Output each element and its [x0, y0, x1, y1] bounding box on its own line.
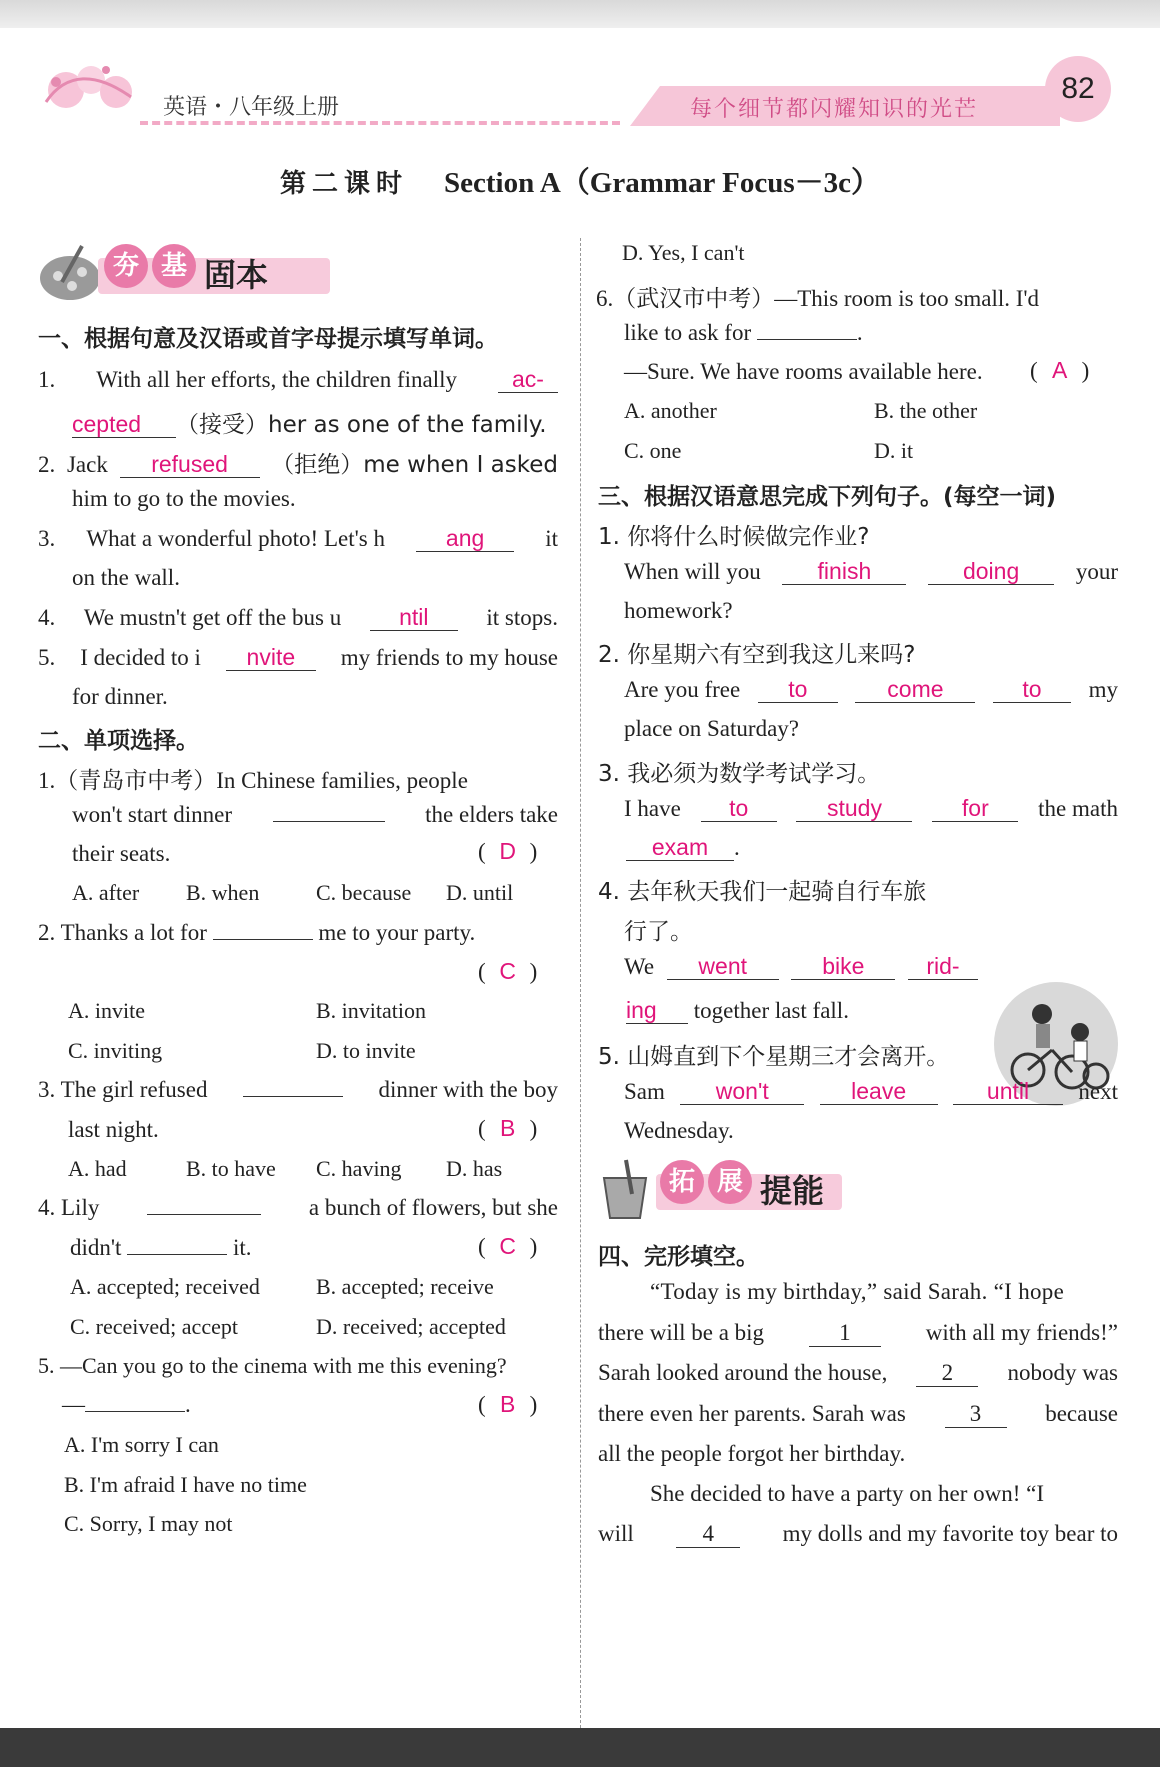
book-title: 英语・八年级上册 — [163, 95, 340, 120]
s1-q2-line2: him to go to the movies. — [72, 486, 296, 511]
option-c: C. inviting — [68, 1038, 163, 1063]
lesson-title — [0, 160, 1160, 201]
s2-q3-line2: last night. — [68, 1117, 159, 1142]
badge-char-2: 基 — [152, 244, 196, 288]
option-b: B. to have — [186, 1156, 276, 1181]
s2-q2-line1: 2. Thanks a lot for me to your party. — [38, 920, 476, 945]
answer-blank: rid- — [908, 953, 978, 980]
option-d: D. Yes, I can't — [622, 240, 745, 265]
badge-foundation — [38, 238, 298, 304]
answer-blank: ntil — [370, 604, 458, 631]
s3-q3-line1: I have to study for the math — [624, 795, 1118, 821]
s3-q1-line2: homework? — [624, 598, 733, 623]
s2-q1-line2: won't start dinner the elders take — [72, 802, 558, 827]
option-c: C. one — [624, 438, 682, 463]
s3-q4-zh2: 行了。 — [624, 919, 693, 945]
section4-heading: 四、完形填空。 — [598, 1244, 759, 1270]
answer-blank: to — [993, 676, 1071, 703]
page-number-circle — [1045, 56, 1111, 122]
s2-q6-line1: 6.（武汉市中考）—This room is too small. I'd — [596, 286, 1040, 311]
s2-q3-line1: 3. The girl refused dinner with the boy — [38, 1077, 558, 1102]
viewer-top-edge — [0, 0, 1160, 28]
s1-q1-line2: cepted （接受）her as one of the family. — [72, 411, 547, 438]
s3-q1-zh: 1. 你将什么时候做完作业? — [598, 524, 870, 550]
page-number: 82 — [1061, 72, 1095, 105]
answer-blank: leave — [820, 1078, 938, 1105]
answer-blank: finish — [782, 558, 906, 585]
badge-char-2: 展 — [708, 1160, 752, 1204]
s2-q4-line2: didn't it. — [70, 1235, 252, 1260]
cloze-blank: 1 — [809, 1320, 881, 1347]
answer-blank: for — [932, 795, 1018, 822]
answer-blank: bike — [791, 953, 895, 980]
s2-q1-line3: their seats. — [72, 841, 171, 866]
s3-q2-line1: Are you free to come to my — [624, 676, 1118, 702]
s2-q6-line2: like to ask for . — [624, 320, 863, 345]
section1-heading: 一、根据句意及汉语或首字母提示填写单词。 — [38, 326, 498, 352]
s2-q6-answer: ( A ) — [1030, 357, 1090, 383]
cloze-line: “Today is my birthday,” said Sarah. “I hope — [650, 1279, 1065, 1304]
answer-blank: ang — [416, 525, 514, 552]
paint-palette-icon — [38, 242, 104, 304]
s1-q4-line1: 4. We mustn't get off the bus u ntil it stops. — [38, 604, 558, 630]
s3-q4-line2: ing together last fall. — [626, 997, 849, 1023]
answer-blank: ac- — [498, 366, 558, 393]
answer-blank: ing — [626, 997, 688, 1024]
s1-q2-line1: 2. Jack refused （拒绝）me when I asked — [38, 451, 558, 478]
cloze-line: all the people forgot her birthday. — [598, 1441, 906, 1466]
option-a: A. had — [68, 1156, 127, 1181]
s1-q5-line2: for dinner. — [72, 684, 168, 709]
cloze-line: will 4 my dolls and my favorite toy bear to — [598, 1521, 1118, 1546]
option-a: A. another — [624, 398, 717, 423]
lesson-title-zh: 第二课时 — [279, 169, 408, 199]
answer-blank: to — [758, 676, 838, 703]
option-c: C. received; accept — [70, 1314, 238, 1339]
s2-q3-answer: ( B ) — [478, 1115, 538, 1141]
answer-blank: cepted — [72, 411, 176, 438]
s1-q3-line2: on the wall. — [72, 565, 180, 590]
answer-blank: come — [855, 676, 975, 703]
s3-q1-line1: When will you finish doing your — [624, 558, 1118, 584]
answer-blank: went — [667, 953, 779, 980]
answer-blank: refused — [120, 451, 260, 478]
paint-bucket-icon — [596, 1158, 656, 1222]
s2-q1-answer: ( D ) — [478, 838, 538, 864]
s3-q4-line1: We went bike rid- — [624, 953, 978, 980]
option-d: D. until — [446, 880, 514, 905]
option-c: C. having — [316, 1156, 402, 1181]
option-a: A. after — [72, 880, 140, 905]
floral-ornament-icon — [36, 52, 146, 122]
cloze-line: there will be a big 1 with all my friends!” — [598, 1320, 1118, 1345]
section2-heading: 二、单项选择。 — [38, 728, 199, 754]
option-d: D. received; accepted — [316, 1314, 506, 1339]
document-page — [0, 28, 1160, 1728]
option-b: B. when — [186, 880, 260, 905]
cloze-line: Sarah looked around the house, 2 nobody was — [598, 1360, 1118, 1385]
option-b: B. the other — [874, 398, 978, 423]
s3-q5-line2: Wednesday. — [624, 1118, 734, 1143]
s1-q3-line1: 3. What a wonderful photo! Let's h ang it — [38, 525, 558, 551]
cloze-blank: 4 — [676, 1521, 740, 1548]
answer-blank: study — [796, 795, 912, 822]
option-d: D. has — [446, 1156, 503, 1181]
column-divider — [580, 238, 582, 1728]
answer-blank: nvite — [226, 644, 316, 671]
option-a: A. invite — [68, 998, 145, 1023]
s2-q1-line1: 1.（青岛市中考）In Chinese families, people — [38, 768, 468, 793]
s3-q2-zh: 2. 你星期六有空到我这儿来吗? — [598, 642, 916, 668]
badge-char-1: 拓 — [660, 1160, 704, 1204]
cloze-line: there even her parents. Sarah was 3 because — [598, 1401, 1118, 1426]
option-b: B. I'm afraid I have no time — [64, 1472, 307, 1497]
option-d: D. it — [874, 438, 914, 463]
s2-q5-answer: ( B ) — [478, 1391, 538, 1417]
option-a: A. accepted; received — [70, 1274, 260, 1299]
header-dashed-rule — [140, 121, 620, 125]
answer-blank: doing — [928, 558, 1054, 585]
s3-q3-line2: exam . — [626, 834, 740, 861]
s3-q5-line1: Sam won't leave until next — [624, 1078, 1118, 1104]
option-d: D. to invite — [316, 1038, 416, 1063]
s2-q2-answer: ( C ) — [478, 958, 538, 984]
badge-label: 提能 — [760, 1172, 825, 1210]
s3-q4-zh1: 4. 去年秋天我们一起骑自行车旅 — [598, 879, 927, 905]
s3-q2-line2: place on Saturday? — [624, 716, 799, 741]
header-slogan: 每个细节都闪耀知识的光芒 — [690, 97, 979, 122]
s2-q4-answer: ( C ) — [478, 1233, 538, 1259]
s1-q5-line1: 5. I decided to i nvite my friends to my house — [38, 644, 558, 670]
answer-blank: to — [701, 795, 777, 822]
option-c: C. Sorry, I may not — [64, 1511, 233, 1536]
s3-q5-zh: 5. 山姆直到下个星期三才会离开。 — [598, 1044, 950, 1070]
answer-blank: until — [953, 1078, 1063, 1105]
badge-extension — [596, 1154, 856, 1220]
answer-blank: won't — [680, 1078, 804, 1105]
option-c: C. because — [316, 880, 412, 905]
s1-q1-line1: 1. With all her efforts, the children finally ac- — [38, 366, 558, 393]
cloze-blank: 3 — [945, 1401, 1007, 1428]
s2-q6-line3: —Sure. We have rooms available here. — [624, 359, 983, 384]
option-a: A. I'm sorry I can — [64, 1432, 219, 1457]
badge-char-1: 夯 — [104, 244, 148, 288]
cloze-line: She decided to have a party on her own! “I — [650, 1481, 1045, 1506]
section3-heading: 三、根据汉语意思完成下列句子。(每空一词) — [598, 484, 1057, 510]
s2-q4-line1: 4. Lily a bunch of flowers, but she — [38, 1195, 558, 1220]
answer-blank: exam — [626, 834, 734, 861]
cloze-blank: 2 — [916, 1360, 978, 1387]
option-b: B. invitation — [316, 998, 426, 1023]
s3-q3-zh: 3. 我必须为数学考试学习。 — [598, 761, 881, 787]
s2-q5-line2: — . — [62, 1392, 191, 1417]
option-b: B. accepted; receive — [316, 1274, 494, 1299]
s2-q5-line1: 5. —Can you go to the cinema with me this evening? — [38, 1353, 507, 1378]
lesson-title-en: Section A（Grammar Focus－3c） — [443, 167, 881, 199]
badge-label: 固本 — [204, 256, 269, 294]
